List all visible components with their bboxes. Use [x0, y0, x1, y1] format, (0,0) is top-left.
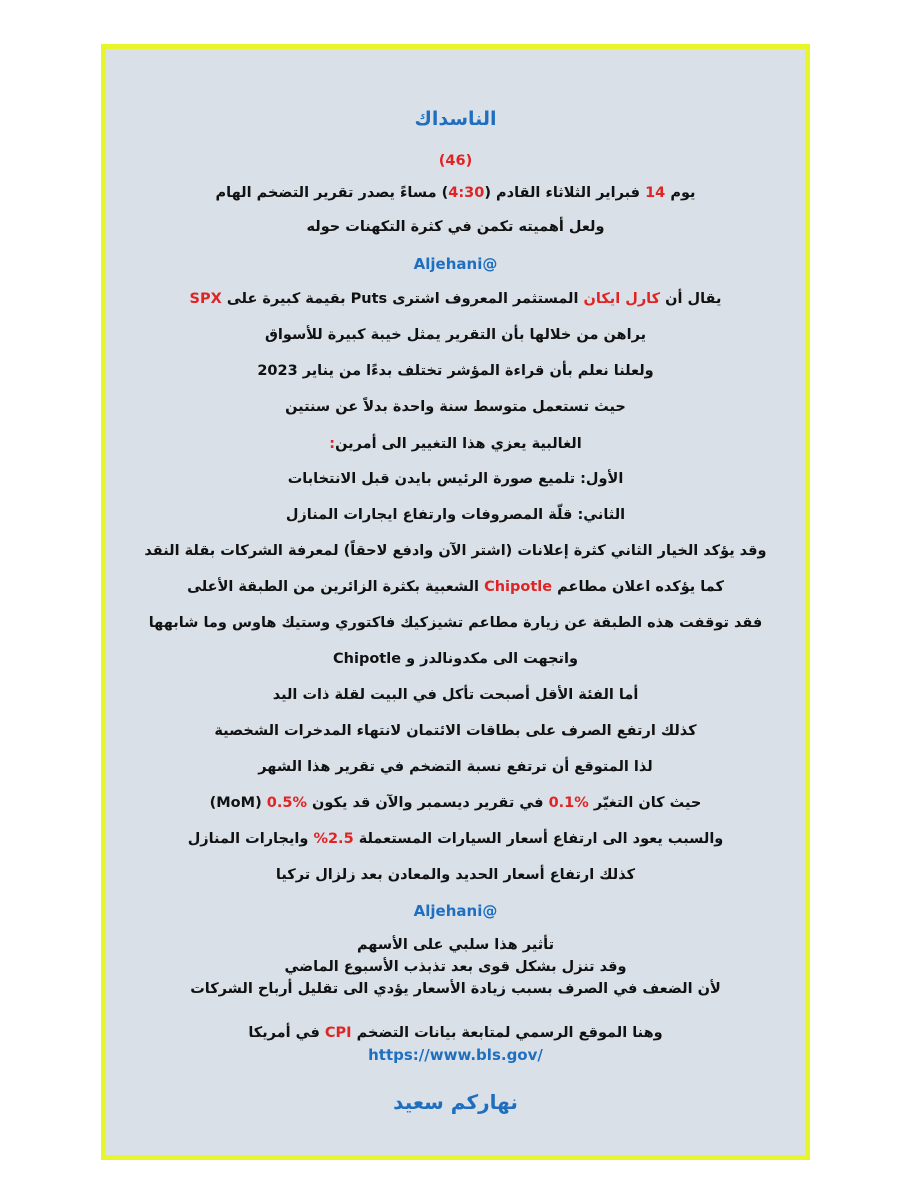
- expected-change-value: 0.5%: [266, 795, 307, 811]
- investor-name: كارل ايكان: [583, 291, 661, 307]
- impact-line-1: تأثير هذا سلبي على الأسهم: [356, 937, 555, 953]
- body-line-13: كذلك ارتفع الصرف على بطاقات الائتمان لانتهاء المدخرات الشخصية: [214, 723, 697, 739]
- intro-text-c: ) مساءً يصدر تقرير التضخم الهام: [215, 185, 449, 201]
- bls-link[interactable]: [106, 1045, 805, 1065]
- intro-text-a: يوم: [670, 185, 696, 201]
- source-line: [106, 1023, 805, 1043]
- used-cars-value: %2.5: [313, 831, 354, 847]
- impact-line-3: لأن الضعف في الصرف بسبب زيادة الأسعار يؤدي الى تقليل أرباح الشركات: [190, 981, 721, 997]
- body-line-7: الثاني: قلّة المصروفات وارتفاع ايجارات المنازل: [285, 507, 626, 523]
- author-handle: @Aljehani: [413, 255, 498, 273]
- report-day: 14: [645, 185, 666, 201]
- body-line-2: يراهن من خلالها بأن التقرير يمثل خيبة كبيرة للأسواق: [264, 327, 647, 343]
- closing-greeting: نهاركم سعيد: [393, 1090, 518, 1114]
- body-line-14: لذا المتوقع أن ترتفع نسبة التضخم في تقرير هذا الشهر: [258, 759, 653, 775]
- intro-line-1: [106, 183, 805, 203]
- source-text-a: وهنا الموقع الرسمي لمتابعة بيانات التضخم: [356, 1025, 663, 1041]
- body-text-change: حيث كان التغيّر: [593, 795, 702, 811]
- body-line-12: أما الفئة الأقل أصبحت تأكل في البيت لقلة ذات اليد: [272, 687, 639, 703]
- body-line-6: الأول: تلميع صورة الرئيس بايدن قبل الانتخابات: [287, 471, 624, 487]
- source-text-b: في أمريكا: [248, 1025, 320, 1041]
- body-text-december: في تقرير ديسمبر والآن قد يكون: [312, 795, 544, 811]
- body-text-cars: والسبب يعود الى ارتفاع أسعار السيارات المستعملة: [358, 831, 724, 847]
- body-line-16: [106, 829, 805, 849]
- body-line-11: واتجهت الى مكدونالدز و Chipotle: [333, 651, 578, 667]
- reasons-colon: :: [329, 436, 336, 452]
- body-text-reasons: الغالبية يعزي هذا التغيير الى أمرين: [335, 436, 582, 452]
- cpi-label: CPI: [324, 1025, 352, 1041]
- body-text-ad: كما يؤكده اعلان مطاعم: [557, 579, 724, 595]
- body-text-b: المستثمر المعروف اشترى Puts بقيمة كبيرة على: [226, 291, 579, 307]
- body-line-3: ولعلنا نعلم بأن قراءة المؤشر تختلف بدءًا من يناير 2023: [257, 363, 654, 379]
- bls-link-text[interactable]: https://www.bls.gov/: [368, 1046, 543, 1064]
- body-line-15: [106, 793, 805, 813]
- december-change-value: 0.1%: [548, 795, 589, 811]
- body-text-a: يقال أن: [665, 291, 722, 307]
- body-line-9: [106, 577, 805, 597]
- impact-line-2: وقد تنزل بشكل قوى بعد تذبذب الأسبوع الماضي: [284, 959, 627, 975]
- page-title: الناسداك: [414, 108, 497, 130]
- body-text-rents: وايجارات المنازل: [187, 831, 309, 847]
- intro-line-2: ولعل أهميته تكمن في كثرة التكهنات حوله: [306, 219, 605, 235]
- mom-label: (MoM): [209, 795, 262, 811]
- body-line-8: وقد يؤكد الخيار الثاني كثرة إعلانات (اشتر الآن وادفع لاحقاً) لمعرفة الشركات بقلة النقد: [144, 543, 767, 559]
- body-line-1: [106, 289, 805, 309]
- body-line-5: [106, 434, 805, 454]
- intro-text-b: فبراير الثلاثاء القادم (: [484, 185, 641, 201]
- body-line-4: حيث تستعمل متوسط سنة واحدة بدلاً عن سنتين: [285, 399, 626, 415]
- post-number: (46): [438, 153, 473, 169]
- document-card: [101, 44, 810, 1160]
- chipotle-brand: Chipotle: [484, 579, 553, 595]
- body-line-10: فقد توقفت هذه الطبقة عن زيارة مطاعم تشيزكيك فاكتوري وستيك هاوس وما شابهها: [148, 615, 763, 631]
- body-line-17: كذلك ارتفاع أسعار الحديد والمعادن بعد زلزال تركيا: [275, 867, 636, 883]
- author-handle-2: @Aljehani: [413, 902, 498, 920]
- body-text-visitors: الشعبية بكثرة الزائرين من الطبقة الأعلى: [187, 579, 480, 595]
- spx-ticker: SPX: [189, 291, 222, 307]
- report-time: 4:30: [448, 185, 485, 201]
